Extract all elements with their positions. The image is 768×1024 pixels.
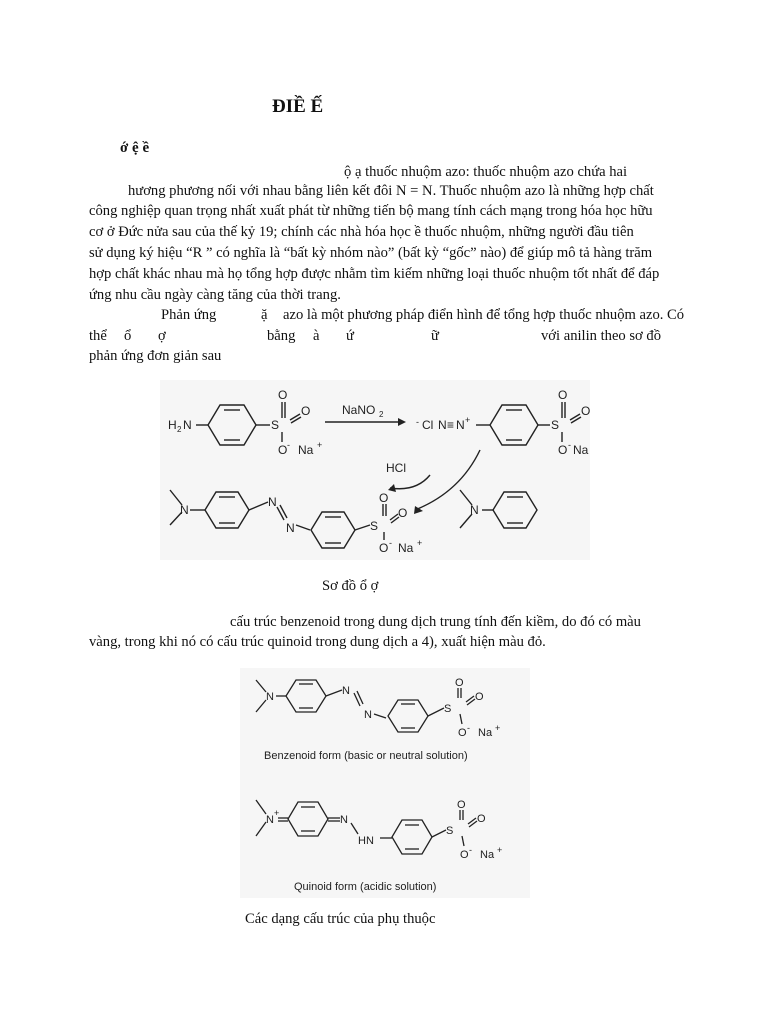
para2-line-2b: ổ: [124, 328, 132, 344]
oxygen-2b: O: [581, 404, 590, 418]
para2-line-2f: ứ: [346, 328, 354, 344]
benzenoid-label: Benzenoid form (basic or neutral solution): [264, 750, 468, 762]
para1-line-2: hương phương nối với nhau bằng liên kết đôi N = N. Thuốc nhuộm azo là những hợp chất: [128, 183, 654, 199]
structure-forms-figure: [240, 668, 530, 898]
para2-line-2h: với anilin theo sơ đồ: [541, 328, 662, 344]
benz-o-minus: O: [458, 727, 467, 739]
quin-minus: -: [469, 845, 472, 855]
benz-azo-n2: N: [364, 709, 372, 721]
benz-o2: O: [475, 691, 484, 703]
azo-n2: N: [286, 521, 295, 535]
reaction-arrowhead: [398, 418, 406, 426]
sodium-1: Na: [298, 443, 314, 457]
quin-o1: O: [457, 799, 466, 811]
benz-o1: O: [455, 677, 464, 689]
azo-n1: N: [268, 495, 277, 509]
quin-o-minus: O: [460, 849, 469, 861]
quin-n-plus: +: [274, 808, 280, 818]
benz-s: S: [444, 703, 452, 715]
reagent-nano2: NaNO: [342, 403, 376, 417]
para3-line-1: cấu trúc benzenoid trong dung dịch trung tính đến kiềm, do đó có màu: [230, 614, 641, 630]
para1-line-1: ộ ạ thuốc nhuộm azo: thuốc nhuộm azo chứa hai: [344, 164, 628, 180]
para3-line-2: vàng, trong khi nó có cấu trúc quinoid trong dung dịch a 4), xuất hiện màu đỏ.: [89, 634, 546, 650]
benz-plus: +: [495, 723, 501, 733]
oxygen-1a: O: [278, 388, 288, 402]
quin-s: S: [446, 825, 454, 837]
para1-line-5: sử dụng ký hiệu “R ” có nghĩa là “bất kỳ nhóm nào” (bất kỳ “gốc” nào) để giúp mô tả hàng trăm: [89, 245, 653, 261]
quin-n: N: [266, 814, 274, 826]
minus-cl: -: [416, 417, 419, 427]
product-n: N: [180, 503, 189, 517]
para2-line-1b: ặ: [261, 307, 268, 323]
section-heading: ớ ệ ề: [120, 140, 150, 156]
amine-n: N: [183, 418, 192, 432]
sulfur-2: S: [551, 418, 560, 432]
oxygen-minus-2: O: [558, 443, 568, 457]
diazo-n2: N: [456, 418, 465, 432]
sulfur-3: S: [370, 519, 379, 533]
para2-line-1c: azo là một phương pháp điển hình để tổng hợp thuốc nhuộm azo. Có: [283, 307, 685, 323]
structure-forms-drawing: [240, 668, 530, 898]
benz-n: N: [266, 691, 274, 703]
hcl-label: HCl: [386, 461, 406, 475]
para1-line-3: công nghiệp quan trọng nhất xuất phát từ những tiến bộ mang tính cách mạng trong hóa học hữu: [89, 203, 653, 219]
para2-line-2g: ữ: [431, 328, 439, 344]
oxygen-minus-3: O: [379, 541, 389, 555]
quinoid-label: Quinoid form (acidic solution): [294, 881, 437, 893]
oxygen-1b: O: [301, 404, 311, 418]
para2-line-2e: à: [313, 328, 320, 344]
para2-line-2a: thể: [89, 328, 107, 344]
reagent-subscript: 2: [379, 410, 384, 419]
scheme1-caption: Sơ đồ ổ ợ: [322, 578, 379, 594]
coupling-arrowhead-2: [388, 484, 396, 492]
para2-line-1a: Phản ứng: [161, 307, 217, 323]
plus-1: +: [317, 440, 323, 450]
sodium-3: Na: [398, 541, 414, 555]
amine-sub-2: 2: [177, 425, 182, 434]
quin-plus: +: [497, 845, 503, 855]
minus-1: -: [287, 440, 290, 450]
scheme2-caption: Các dạng cấu trúc của phụ thuộc: [245, 911, 436, 927]
amine-h: H: [168, 418, 177, 432]
synthesis-scheme: [160, 380, 590, 560]
triple-bond: ≡: [447, 418, 455, 432]
quin-hn: HN: [358, 835, 374, 847]
quin-o2: O: [477, 813, 486, 825]
diazo-n1: N: [438, 418, 447, 432]
plus-n: +: [465, 415, 471, 425]
para2-line-3: phản ứng đơn giản sau: [89, 348, 222, 364]
benz-na: Na: [478, 727, 493, 739]
sulfur-1: S: [271, 418, 280, 432]
para1-line-7: ứng nhu cầu ngày càng tăng của thời trang.: [89, 287, 341, 303]
benz-azo-n1: N: [342, 685, 350, 697]
oxygen-3a: O: [379, 491, 389, 505]
chloride: Cl: [422, 418, 434, 432]
oxygen-2a: O: [558, 388, 568, 402]
quin-na: Na: [480, 849, 495, 861]
minus-3: -: [389, 538, 392, 548]
para2-line-2d: bằng: [267, 328, 296, 344]
para2-line-2c: ợ: [158, 328, 166, 344]
oxygen-minus-1: O: [278, 443, 288, 457]
quin-n1: N: [340, 814, 348, 826]
synthesis-scheme-drawing: [160, 380, 590, 560]
benz-minus: -: [467, 723, 470, 733]
minus-2: -: [568, 440, 571, 450]
document-title: ĐIỀ Ế: [272, 96, 324, 117]
oxygen-3b: O: [398, 506, 408, 520]
para1-line-6: hợp chất khác nhau mà họ tổng hợp được nhằm tìm kiếm những loại thuốc nhuộm tốt nhất để đáp: [89, 266, 660, 282]
para1-line-4: cơ ở Đức nửa sau của thế kỷ 19; chính các nhà hóa học ề thuốc nhuộm, những người đầu tiên: [89, 224, 634, 240]
aniline-n: N: [470, 503, 479, 517]
sodium-2: Na: [573, 443, 589, 457]
plus-3: +: [417, 538, 423, 548]
